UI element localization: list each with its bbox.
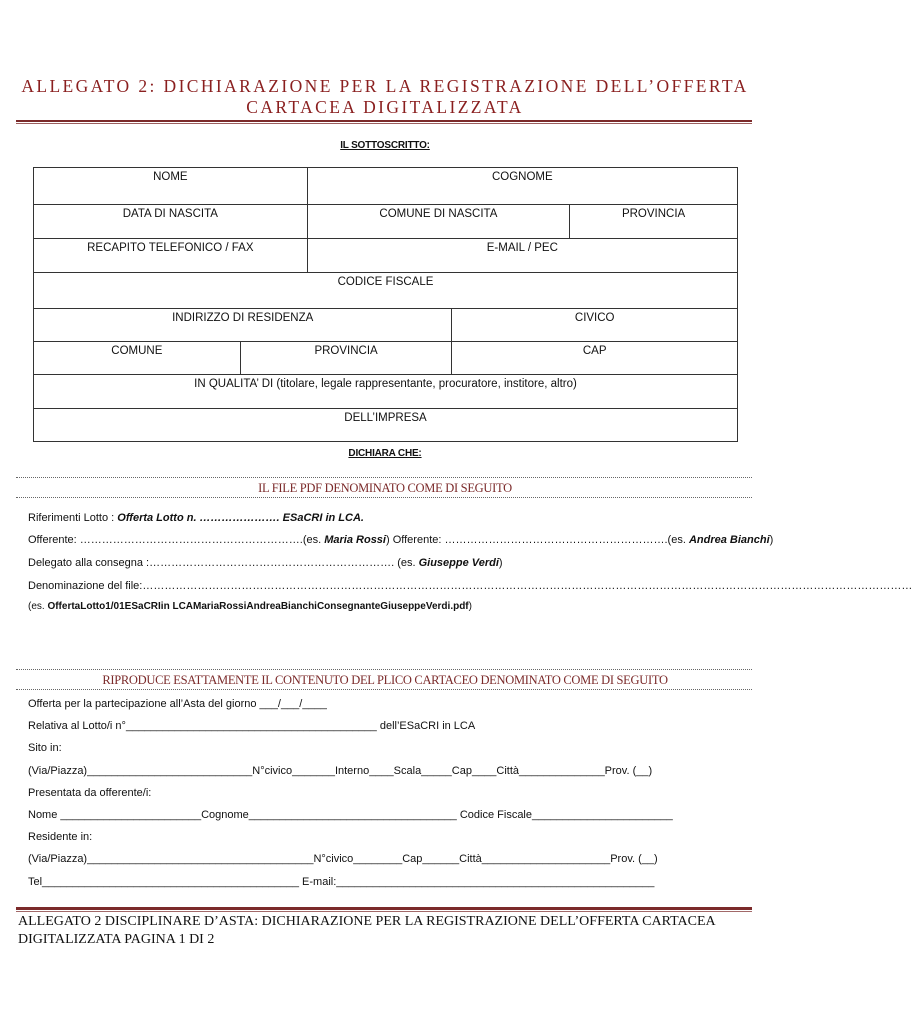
riproduce-banner: RIPRODUCE ESATTAMENTE IL CONTENUTO DEL PLICO CARTACEO DENOMINATO COME DI SEGUITO: [102, 673, 668, 687]
codice-fiscale-field[interactable]: CODICE FISCALE: [34, 273, 738, 309]
banner1-bottom-rule: [16, 497, 752, 498]
example-filename: OffertaLotto1/01ESaCRIin LCAMariaRossiAndreaBianchiConsegnanteGiuseppeVerdi.pdf: [47, 601, 469, 612]
example-text-b: ): [468, 601, 472, 612]
presentata-label: Presentata da offerente/i:: [28, 787, 152, 799]
page-footer: [18, 913, 758, 949]
offerta-date-line: Offerta per la partecipazione all’Asta del giorno ___/___/____: [28, 698, 327, 710]
footer-line-2: DIGITALIZZATA PAGINA 1 DI 2: [18, 932, 215, 947]
nome-cognome-line: Nome _______________________Cognome__________________________________ Codice Fiscale_______________________: [28, 809, 673, 821]
residente-label: Residente in:: [28, 831, 93, 843]
delegato-text-a: Delegato alla consegna :…………………………………………………………. (es.: [28, 557, 419, 569]
civico-field[interactable]: CIVICO: [452, 309, 738, 342]
denominazione-line: Denominazione del file:…………………………………………………………………………………………………………………………………………………………………………………………: [28, 580, 912, 592]
nome-field[interactable]: NOME: [34, 168, 308, 205]
delegato-text-b: ): [498, 557, 503, 569]
email-field[interactable]: E-MAIL / PEC: [307, 239, 737, 273]
tel-email-line: Tel__________________________________________ E-mail:____________________________________________________: [28, 876, 655, 888]
impresa-field[interactable]: DELL’IMPRESA: [34, 409, 738, 442]
delegato-line: [28, 557, 503, 569]
offerente-example-1: Maria Rossi: [324, 534, 386, 546]
offerente-text-c: ): [769, 534, 774, 546]
example-filename-line: [28, 601, 472, 612]
title-line-1: ALLEGATO 2: DICHIARAZIONE PER LA REGISTRAZIONE DELL’OFFERTA: [21, 76, 749, 96]
sito-label: Sito in:: [28, 742, 62, 754]
lotto-label: Riferimenti Lotto :: [28, 512, 118, 524]
relativa-lotto-line: Relativa al Lotto/i n°_________________________________________ dell’ESaCRI in LCA: [28, 720, 476, 732]
footer-rule: [16, 907, 752, 912]
comune-field[interactable]: COMUNE: [34, 342, 241, 375]
delegato-example: Giuseppe Verdi: [418, 557, 499, 569]
comune-nascita-field[interactable]: COMUNE DI NASCITA: [307, 205, 570, 239]
file-pdf-banner: IL FILE PDF DENOMINATO COME DI SEGUITO: [258, 481, 512, 495]
footer-line-1: ALLEGATO 2 DISCIPLINARE D’ASTA: DICHIARAZIONE PER LA REGISTRAZIONE DELL’OFFERTA CARTACEA: [18, 914, 716, 929]
personal-data-table: [33, 167, 738, 442]
lotto-line: [28, 512, 364, 524]
banner1-top-rule: [16, 477, 752, 478]
title-line-2: CARTACEA DIGITALIZZATA: [246, 97, 524, 117]
cap-field[interactable]: CAP: [452, 342, 738, 375]
title-rule: [16, 120, 752, 124]
data-nascita-field[interactable]: DATA DI NASCITA: [34, 205, 308, 239]
banner2-top-rule: [16, 669, 752, 670]
offerente-text-a: Offerente: …………………………………………………….(es.: [28, 534, 325, 546]
sito-address-line: (Via/Piazza)___________________________N°civico_______Interno____Scala_____Cap____Città______________Prov. (__): [28, 765, 653, 777]
cognome-field[interactable]: COGNOME: [307, 168, 737, 205]
recapito-field[interactable]: RECAPITO TELEFONICO / FAX: [34, 239, 308, 273]
indirizzo-field[interactable]: INDIRIZZO DI RESIDENZA: [34, 309, 452, 342]
residenza-address-line: (Via/Piazza)_____________________________________N°civico________Cap______Città_____________________Prov. (__): [28, 853, 658, 865]
provincia-nascita-field[interactable]: PROVINCIA: [570, 205, 738, 239]
lotto-value: Offerta Lotto n. …………………. ESaCRI in LCA.: [117, 512, 364, 524]
offerente-text-b: ) Offerente: …………………………………………………….(es.: [385, 534, 689, 546]
offerente-example-2: Andrea Bianchi: [688, 534, 770, 546]
offerente-line: [28, 534, 773, 546]
banner2-bottom-rule: [16, 689, 752, 690]
dichiara-heading: DICHIARA CHE:: [348, 448, 422, 459]
example-text-a: (es.: [28, 601, 48, 612]
sottoscritto-heading: IL SOTTOSCRITTO:: [340, 140, 430, 151]
provincia-field[interactable]: PROVINCIA: [240, 342, 452, 375]
qualita-field[interactable]: IN QUALITA’ DI (titolare, legale rappresentante, procuratore, institore, altro): [34, 375, 738, 409]
